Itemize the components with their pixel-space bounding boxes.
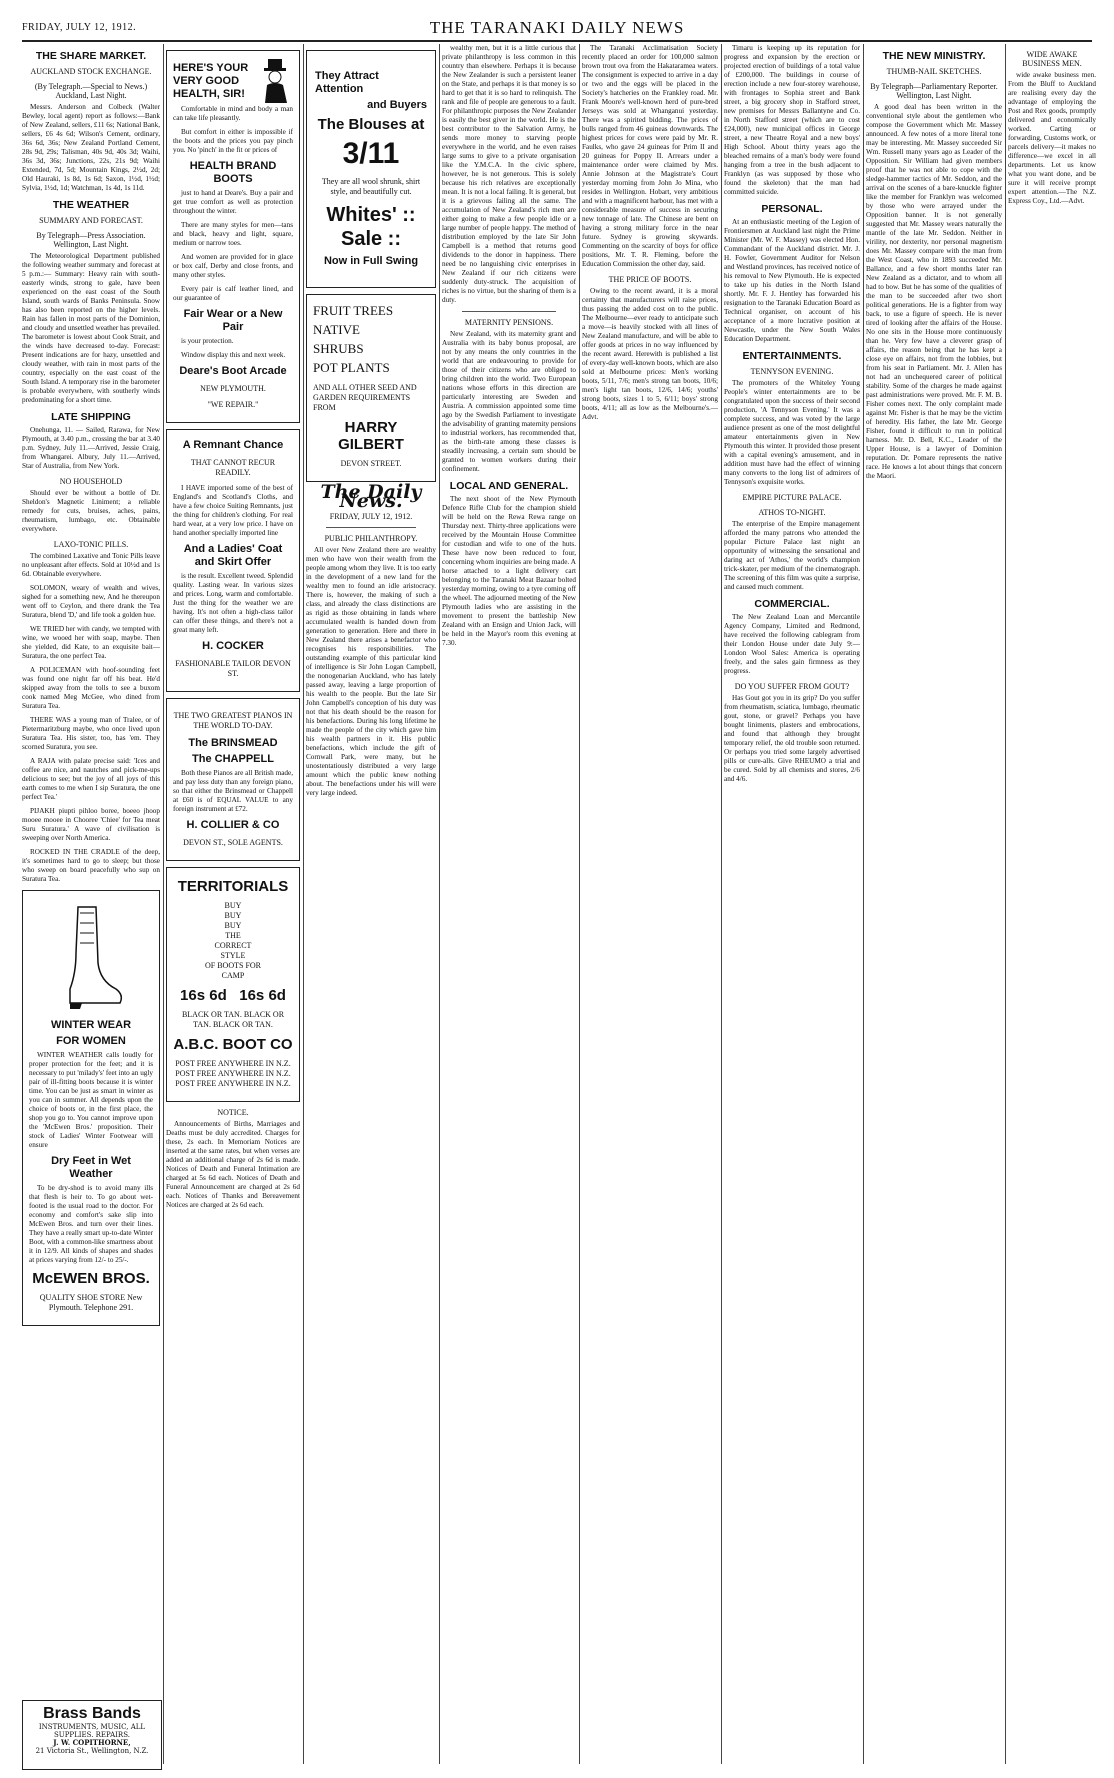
wide-awake-body: wide awake business men. From the Bluff to Auckland are realising every day the advantage of employing the Post and Rex goods, promptly delivered and economically worked. Carting or forwarding, Customs work, or parcels delivery—it makes no difference—we excel in all departments. Let us know what you want done, and be sure it will receive prompt expert attention.—The N.Z. Express Coy., Ltd.—Advt. xyxy=(1008,71,1096,205)
divider xyxy=(462,311,556,312)
shipping-heading: LATE SHIPPING xyxy=(51,411,131,423)
new-ministry-body: A good deal has been written in the conventional style about the gentlemen who compose the Government which Mr. Massey announced. A few notes of a more literal tone may be interesting. Mr. Massey succeeded Sir Wm. Russell many years ago as Leader of the Opposition. Sir William had given members proof that he was not able to cope with the sledge-hammer tactics of Mr. Seddon, and the arrival on the scenes of a bare-knuckle fighter like the member for Franklyn was welcomed by those who were arrayed under the Opposition banner. It is not generally suggested that Mr. Massey wears naturally the mantle of the late Mr. Seddon. Neither in virility, nor dexterity, nor personal magnetism does Mr. Massey compare with the man from the West Coast, who in 1893 succeeded Mr. Ballance, and a few short months later ran New Zealand as a dictator, and to whom all had to bow. But he has some of the qualities of the man to be succeeded after two short political generations. He is a fighter from way back, to use a figure of speech. He is never tired of looking after the affairs of the House. No one sits in the House more continuously than he. Very few have a cleverer grasp of affairs, the reason being that he has kept a close eye on affairs, not from the lobbies, but from his seat in Parliament. Mr. J. Allen has not had an unchequered career of political stability. Some of the charges he made against past administrations were proved. Mr. F. M. B. Fisher comes next. The only complaint made against Mr. Fisher is that he may be the victim of heredity. His father, the late Mr. George Fisher, found it difficult to run in political harness. Mr. D. Bell, K.C., Leader of the Upper House, is a lawyer of Dominion reputation. Dr. Pomare represents the native race. He knows a lot about things that concern the Maori. xyxy=(866,103,1002,480)
page-header xyxy=(22,18,1092,42)
gilbert-name: HARRY GILBERT xyxy=(338,419,404,453)
entertainments-heading: ENTERTAINMENTS. xyxy=(742,350,842,362)
deares-header xyxy=(173,57,293,105)
territorials-list xyxy=(173,901,293,981)
remnant-body: I HAVE imported some of the best of England's and Scotland's Cloths, and have a few choice Suiting Remnants, just the thing for children's clothing. For real hard wear, at a very low price. I have on hand another specially imported line xyxy=(173,484,293,537)
editorial-continued: wealthy men, but it is a little curious that private philanthropy is less common in this country than elsewhere. Perhaps it is because the New Zealander is such a persistent leaner on the State, and perhaps it is that money is so hard to get that it is so hard to relinquish. The rank and file of people are generous to a fault. For philanthropic purposes the New Zealander is easily the best giver in the world. He is the best contributor to the Salvation Army, he sends more money to starving people everywhere in the world, and he even raises large sums to give to a private organisation like the Y.M.C.A. In the civic sphere, however, he is not generous. This is solely because his rich relatives are exceptionally mean. It is not a local failing. It is general, but it is a grievous failing all the same. The accumulation of New Zealand's rich men are either going to make a few people idle or a large number of people happy. The method of distribution employed by the late Sir John Campbell is a method that returns good dividends to the donor in happiness. There need be no languishing civic enterprises in New Zealand if our rich citizens were suddenly duty-struck. The acquisition of riches is no virtue, but the sharing of them is a duty. xyxy=(442,44,576,304)
editorial-date: FRIDAY, JULY 12, 1912. xyxy=(329,512,413,521)
winter-wear-body: WINTER WEATHER calls loudly for proper protection for the feet; and it is necessary to put 'milady's' feet into an ugly pair of ill-fitting boots because it is winter time. You can be just as smart in winter as you can in summer. All depends upon the choice of boots or, in the first place, the shop you go to. You cannot improve upon the 'McEwen Bros.' proposition. Their stock of Ladies' Winter Footwear will ensure xyxy=(29,1051,153,1149)
deares-town: NEW PLYMOUTH. xyxy=(200,384,266,393)
suratura-jingle: A RAJA with palate precise said: 'Ices and coffee are nice, and nautches and pick-me-ups delicious to see; but the joy of all joys of this earth comes to me when I sip Suratura, the one perfect Tea.' xyxy=(22,757,160,801)
column-8 xyxy=(1008,44,1096,1764)
column-7 xyxy=(866,44,1002,1764)
column-rule xyxy=(439,44,440,1764)
column-rule xyxy=(863,44,864,1764)
column-5 xyxy=(582,44,718,1764)
personal-body: At an enthusiastic meeting of the Legion of Frontiersmen at Auckland last night the Prime Minister (Mr. W. F. Massey) was elected Hon. Commandant of the Auckland district. Mr. J. H. Fowler, Government Auditor for Nelson and Westland provinces, has received notice of his removal to New Plymouth. He is expected to take up his duties in the North Island shortly. Mr. F. J. Hentley has forwarded his resignation to the Taranaki Education Board as Technical organiser, on account of his acceptance of a more lucrative position at Newcastle, under the New South Wales Education Department. xyxy=(724,218,860,343)
list-item: FRUIT TREES xyxy=(313,303,394,318)
cocker-advert xyxy=(166,429,300,692)
deares-p2: But comfort in either is impossible if the boots and the prices you pay pinch you. No 'pinch' in the fit or prices of xyxy=(173,128,293,154)
no-household-heading: NO HOUSEHOLD xyxy=(59,477,123,486)
brass-bands-subtitle: INSTRUMENTS, MUSIC, ALL SUPPLIES. REPAIRS. xyxy=(38,1723,146,1739)
deares-p7: is your protection. xyxy=(181,337,234,345)
brinsmead-name: The BRINSMEAD xyxy=(188,737,278,749)
laxo-body: The combined Laxative and Tonic Pills leave no unpleasant after effects. Sold at 10½d and 1s 6d. Obtainable everywhere. xyxy=(22,552,160,578)
commercial-body: The New Zealand Loan and Mercantile Agency Company, Limited and Redmond, have received the following cablegram from their London House under date July 9:—London Wool Sales: America is operating freely, and the sales gain firmness as they progress. xyxy=(724,613,860,675)
cocker-address: FASHIONABLE TAILOR DEVON ST. xyxy=(175,659,291,678)
brass-bands-title: Brass Bands xyxy=(43,1705,141,1722)
suratura-jingle: THERE WAS a young man of Tralee, or of Pietermaritzburg maybe, who once lived upon Suratura Tea. His sister, too, has 'em. They scorned Suratura, you see. xyxy=(22,716,160,751)
price-of-boots-heading: THE PRICE OF BOOTS. xyxy=(608,275,692,284)
deares-p6: Every pair is calf leather lined, and our guarantee of xyxy=(173,285,293,302)
brass-bands-name: J. W. COPITHORNE, xyxy=(53,1738,131,1747)
wide-awake-heading: WIDE AWAKE BUSINESS MEN. xyxy=(1022,50,1082,68)
new-ministry-heading: THE NEW MINISTRY. xyxy=(882,50,986,62)
editorial-title: PUBLIC PHILANTHROPY. xyxy=(324,534,418,543)
column-rule xyxy=(163,44,164,1764)
deares-p5: And women are provided for in glace or box calf, Derby and close fronts, and many other styles. xyxy=(173,253,293,279)
deares-p8: Window display this and next week. xyxy=(181,351,286,359)
chappell-name: The CHAPPELL xyxy=(192,753,274,765)
suratura-jingle: ROCKED IN THE CRADLE of the deep, it's sometimes hard to go to sleep; but those who sweep on board peacefully who sup on Suratura Tea. xyxy=(22,848,160,883)
list-item: STYLE xyxy=(220,951,246,960)
column-2 xyxy=(166,44,300,1764)
share-market-heading: THE SHARE MARKET. xyxy=(35,50,147,62)
gout-body: Has Gout got you in its grip? Do you suffer from rheumatism, sciatica, lumbago, rheumatic gout, stone, or gravel? Perhaps you have bought liniments, plasters and embrocations, and found that although they brought temporary relief, the old trouble soon returned. Or perhaps you tried some largely advertised pills or cure-alls. Give RHEUMO a trial and be cured. Sold by all chemists and stores, 2/6 and 4/6. xyxy=(724,694,860,783)
deares-p1: Comfortable in mind and body a man can take life pleasantly. xyxy=(173,105,293,122)
header-date: FRIDAY, JULY 12, 1912. xyxy=(22,22,137,33)
new-ministry-subheading: THUMB-NAIL SKETCHES. xyxy=(886,67,982,76)
whites-advert xyxy=(306,50,436,288)
weather-body: The Meteorological Department published the following weather summary and forecast at 5 p.m.:— Summary: Heavy rain with south-easterly winds, strong to gale, have been experienced on the east coast of the South Island, south wards of Banks Peninsula. Snow has also been reported on the higher levels. Rain has fallen in most parts of the Dominion, and cloudy and unsettled weather has prevailed. The barometer is lowest about Cook Strait, and the winds have decreased to-day. Forecast: Present indications are for hazy, unsettled and cloudy weather, with rain in most parts of the country, especially on the east coast of the South Island. A temporary rise in the barometer is probable everywhere, with southerly winds predominating for a short time. xyxy=(22,252,160,404)
collier-advert xyxy=(166,698,300,861)
price-of-boots-body: Owing to the recent award, it is a moral certainty that manufacturers will raise prices, thus passing the added cost on to the public. The Melbourne—ever ready to anticipate such a move—is heavily stocked with all lines of New Zealand manufacture, and will be able to offer goods at prices in no way influenced by the recent award. Herewith is published a list of every-day well-known boots, which are also sold at Melbourne prices: Men's working boots, 5/11, 7/6; men's strong tan boots, 10/6; men's light tan boots, 12/6, 14/6; youths' strong boots, sizes 1 to 5, 6/11; boys' strong boots, 4/11; all as low as the Melbourne's.—Advt. xyxy=(582,287,718,421)
list-item: BUY xyxy=(224,921,242,930)
whites-full-swing: Now in Full Swing xyxy=(323,255,419,267)
brass-bands-address: 21 Victoria St., Wellington, N.Z. xyxy=(35,1747,149,1755)
deares-shop-name: Deare's Boot Arcade xyxy=(179,365,287,377)
list-item: THE xyxy=(225,931,241,940)
winter-wear-subtitle: FOR WOMEN xyxy=(56,1035,126,1047)
deares-p4: There are many styles for men—tans and black, heavy and light, square, medium or narrow toes. xyxy=(173,221,293,247)
deares-motto: "WE REPAIR." xyxy=(207,400,259,409)
weather-subheading: SUMMARY AND FORECAST. xyxy=(39,216,143,225)
territorials-colours: BLACK OR TAN. BLACK OR TAN. BLACK OR TAN. xyxy=(181,1010,285,1029)
deares-advert xyxy=(166,50,300,423)
suratura-jingle: A POLICEMAN with hoof-sounding feet was found one night far off his beat. He'd skipped away from the tolls to see a buxom cook named Meg McGee, who dined from Suratura Tea. xyxy=(22,666,160,710)
divider xyxy=(326,527,416,528)
dry-feet-title: Dry Feet in Wet Weather xyxy=(51,1155,131,1180)
editorial-masthead: The Daily News. xyxy=(320,481,422,512)
gilbert-advert xyxy=(306,294,436,482)
list-item: POT PLANTS xyxy=(313,360,390,375)
whites-buyers: and Buyers xyxy=(367,99,427,111)
brass-bands-advert xyxy=(22,1700,162,1770)
laxo-heading: LAXO-TONIC PILLS. xyxy=(53,540,129,549)
notice-body: Announcements of Births, Marriages and Deaths must be duly accredited. Charges for these, 2s each. In Memoriam Notices are inserted at the same rates, but when verses are added an additional charge of 2s 6d is made. Notices of Death and Funeral Intimation are charged at 5s 6d each. Notices of Death and Funeral Announcement are charged at 2s 6d each. Notices of Thanks and Bereavement Notices are charged at 2s 6d each. xyxy=(166,1120,300,1209)
share-market-subheading: AUCKLAND STOCK EXCHANGE. xyxy=(30,67,152,76)
share-market-byline: (By Telegraph.—Special to News.) Auckland, Last Night. xyxy=(34,82,148,100)
price-left: 16s 6d xyxy=(180,987,227,1004)
dry-feet-body: To be dry-shod is to avoid many ills that flesh is heir to. To go about wet-footed is the usual road to the doctor. For economy and comfort's sake slip into McEwen Bros. and turn over their lines. They have a really smart up-to-date Winter Boot, with a common-like smartness about it in 12/9. All kinds of shapes and shades at prices varying from 12/- to 25/-. xyxy=(29,1184,153,1264)
tennyson-body: The promoters of the Whiteley Young People's winter entertainments are to be congratulated upon the success of their second production, 'A Tennyson Evening.' It was a complete success, and was voted by the large audience present as one of the most delightful amateur entertainments given in New Plymouth this winter. It provided those present with a capital evening's amusement, and in addition must have had the effect of winning many converts to the long list of admirers of Tennyson's exquisite works. xyxy=(724,379,860,486)
column-rule xyxy=(1005,44,1006,1764)
commercial-heading: COMMERCIAL. xyxy=(754,598,830,610)
remnant-title: A Remnant Chance xyxy=(182,439,284,451)
editorial-body: All over New Zealand there are wealthy men who have won their wealth from the people among whom they live. It is too early in the development of a new land for the wealthy men to found an idle aristocracy. There is, however, the making of such a class, and already the class distinctions are as rigid as those obtaining in lands where accumulated wealth is handed down from generation to generation. Here and there in New Zealand there arises a benefactor who recognises his responsibilities. The outstanding example of this particular kind of intelligence is Sir John Logan Campbell, the nonogenarian Auckland, who has lately passed away, leaving a large proportion of his wealth to the people. But the late Sir John Campbell's conception of his duty was not that his death should be the reason for his benefactions. During his long lifetime he made the people of the city which gave him his wealth partners in it. His public benefactions, which include the gift of Cornwall Park, were many, but he unostentatiously distributed a very large amount which the public knew nothing about. The benefactions under his will were very large indeed. xyxy=(306,546,436,797)
whites-headline: They Attract Attention xyxy=(315,70,379,95)
maternity-body: New Zealand, with its maternity grant and Australia with its baby bonus proposal, are not by any means the only countries in the world that are endeavouring to provide for those of their citizens who are obliged to bring children into the world. Two European nations whose efforts in this direction are particularly interesting are Sweden and Austria. A commission appointed some time ago by the Swedish Parliament to investigate the advisability of granting maternity pensions to industrial workers, has recommended that, as the birth-rate among these classes is steadily increasing, a certain sum should be granted to women workers during their confinement. xyxy=(442,330,576,473)
no-household-body: Should ever be without a bottle of Dr. Sheldon's Magnetic Liniment; a reliable remedy for cuts, bruises, aches, pains, rheumatism, lumbago, etc. Obtainable everywhere. xyxy=(22,489,160,533)
suratura-jingle: SOLOMON, weary of wealth and wives, sighed for a something new, And he thereupon went off to Ceylon, and there drank the Tea Suratura, blend 'D,' and life took a golden hue. xyxy=(22,584,160,619)
mcewen-name: McEWEN BROS. xyxy=(32,1270,150,1287)
collier-address: DEVON ST., SOLE AGENTS. xyxy=(183,838,283,847)
weather-heading: THE WEATHER xyxy=(52,199,130,211)
winter-wear-title: WINTER WEAR xyxy=(50,1019,132,1031)
whites-price: 3/11 xyxy=(342,137,400,170)
column-4 xyxy=(442,44,576,1764)
gout-heading: DO YOU SUFFER FROM GOUT? xyxy=(734,682,850,691)
suratura-jingle: WE TRIED her with candy, we tempted with wine, we wooed her with soap, maybe. Then she yielded, did Kate, to an exquisite bait—Suratura, the one perfect Tea. xyxy=(22,625,160,660)
maternity-heading: MATERNITY PENSIONS. xyxy=(464,318,554,327)
mcewen-address: QUALITY SHOE STORE New Plymouth. Telephone 291. xyxy=(39,1293,143,1312)
notice-heading: NOTICE. xyxy=(217,1108,249,1117)
health-brand-boots: HEALTH BRAND BOOTS xyxy=(189,160,277,185)
empire-subheading: ATHOS TO-NIGHT. xyxy=(758,508,826,517)
column-3 xyxy=(306,44,436,1764)
gentleman-icon xyxy=(259,57,293,105)
gilbert-address: DEVON STREET. xyxy=(340,459,402,468)
weather-byline: By Telegraph—Press Association. Wellington, Last Night. xyxy=(36,231,146,249)
deares-p3: just to hand at Deare's. Buy a pair and get true comfort as well as protection throughout the winter. xyxy=(173,189,293,215)
cocker-name: H. COCKER xyxy=(202,640,264,652)
abc-boot-name: A.B.C. BOOT CO xyxy=(173,1036,293,1053)
pianos-body: Both these Pianos are all British made, and pay less duty than any foreign piano, so that either the Brinsmead or Chappell at £60 is of EQUAL VALUE to any foreign instrument at £72. xyxy=(173,769,293,813)
tennyson-heading: TENNYSON EVENING. xyxy=(750,367,834,376)
deares-headline: HERE'S YOUR VERY GOOD HEALTH, SIR! xyxy=(173,61,249,100)
column-6 xyxy=(724,44,860,1764)
list-item: BUY xyxy=(224,911,242,920)
pianos-intro: THE TWO GREATEST PIANOS IN THE WORLD TO-DAY. xyxy=(173,711,293,730)
list-item: CORRECT xyxy=(214,941,252,950)
whites-description: They are all wool shrunk, shirt style, and beautifully cut. xyxy=(321,177,421,196)
list-item: OF BOOTS FOR xyxy=(204,961,261,970)
list-item: SHRUBS xyxy=(313,341,364,356)
column-1 xyxy=(22,44,160,1764)
shipping-body: Onehunga, 11. — Sailed, Rarawa, for New Plymouth, at 3.40 p.m., crossing the bar at 3.40 p.m. Sydney, July 11.—Arrived, Jessie Craig, from Whangarei. Albury, July 11.—Arrived, Star of Australia, from New York. xyxy=(22,426,160,470)
abc-post-free: POST FREE ANYWHERE IN N.Z. POST FREE ANYWHERE IN N.Z. POST FREE ANYWHERE IN N.Z. xyxy=(175,1059,291,1088)
newspaper-title: THE TARANAKI DAILY NEWS xyxy=(429,18,685,37)
share-market-body: Messrs. Anderson and Colbeck (Walter Bewley, local agent) report as follows:—Bank of New Zealand, sellers, £11 6s; National Bank, sellers, £6 4s 6d; Wilson's Cement, ordinary, 36s 6d, 36s; New Zealand Portland Cement, 28s 9d, 29s; Talisman, 40s 9d, 40s 3d; Waihi, 36s 3d, 36s; Junctions, 22s, 21s 9d; Waihi Extended, 7d, 5d; Mountain Kings, 2½d, 2d; Old Hauraki, 1s 8d, 1s 6d; Saxon, 1½d, 1½d; Sylvia, 1½d, 1d; Watchman, 1s 4d, 1s 11d. xyxy=(22,103,160,192)
remnant-subtitle: THAT CANNOT RECUR READILY. xyxy=(190,458,276,477)
local-general-body: The next shoot of the New Plymouth Defence Rifle Club for the champion shield will be held on the Rewa Rewa range on Thursday next. Thirty-three applications were received by the Mountain House Committee for custodian and wife to one of the huts. These have now been reduced to four, concerning whom inquiries are being made. A horse attached to a light delivery cart belonging to the Taranaki Meat Bazaar bolted yesterday morning, owing to a tyre coming off the wheel. The adjourned meeting of the New Plymouth ladies who are assisting in the movement to present the battleship New Zealand with an Ensign and Union Jack, will be held in the Mayor's room this evening at 7.30. xyxy=(442,495,576,647)
fair-wear-slogan: Fair Wear or a New Pair xyxy=(183,308,283,333)
territorials-price xyxy=(173,987,293,1004)
column-rule xyxy=(721,44,722,1764)
list-item: CAMP xyxy=(221,971,245,980)
column-rule xyxy=(303,44,304,1764)
empire-body: The enterprise of the Empire management afforded the many patrons who attended the popular Picture Palace last night an opportunity of witnessing the sensational and daring act of 'Athos,' the world's champion trick-skater, per medium of the cinematograph. The screening of this film was quite a surprise, and caused much comment. xyxy=(724,520,860,591)
new-ministry-byline: By Telegraph—Parliamentary Reporter. Wellington, Last Night. xyxy=(870,82,998,100)
boot-icon xyxy=(56,903,126,1013)
empire-heading: EMPIRE PICTURE PALACE. xyxy=(742,493,842,502)
whites-sale: Whites' :: Sale :: xyxy=(326,204,416,250)
gilbert-list xyxy=(313,301,429,377)
gilbert-subtitle: AND ALL OTHER SEED AND GARDEN REQUIREMENTS FROM xyxy=(313,383,417,412)
local-news-body: The Taranaki Acclimatisation Society recently placed an order for 100,000 salmon brown trout ova from the Hakataramea waters. The consignment is expected to arrive in a day or two and the eggs will be placed in the Society's hatcheries on the Frankley road. Mr. Frank Moore's well-known herd of pure-bred Jerseys was sold at Whanganui yesterday. There was a spirited bidding. The prices of bulls ranged from 46 guineas downwards. The highest prices for cows were paid by Mr. R. Faulks, who gave 24 guineas for Prim II and 20 guineas for Poppy II. Arrears under a maintenance order were claimed by Mrs. Annie Johnson at the Magistrate's Court yesterday morning from John Jo Mina, who resides in Wellington. Hobart, very ambitious and with a magnificent harbour, has met with a considerable measure of success in securing new tonnage of late. The Chinese are bent on having a strong military force in the near future. Sydney is growing skywards. Commenting on the scarcity of boys for office positions, Mr. T. R. Fleming, before the Education Commission the other day, said. xyxy=(582,44,718,268)
whites-blouses: The Blouses at xyxy=(317,116,425,133)
list-item: NATIVE xyxy=(313,322,360,337)
list-item: BUY xyxy=(224,901,242,910)
territorials-title: TERRITORIALS xyxy=(177,878,289,895)
suratura-jingle: PIJAKH piupti pihloo boree, boeeo jhoop mooee mooee in Chooree 'Chiee' for Tea meat Suru Suratura.' A wave of civilisation is sweeping over North America. xyxy=(22,807,160,842)
local-general-heading: LOCAL AND GENERAL. xyxy=(449,480,569,492)
column-rule xyxy=(579,44,580,1764)
collier-name: H. COLLIER & CO xyxy=(186,819,280,831)
mcewen-advert xyxy=(22,890,160,1326)
local-news-continued: Timaru is keeping up its reputation for progress and expansion by the erection or projected erection of buildings of a total value of £200,000. The buildings in course of erection include a new four-storey warehouse, with frontages to Sophia street and Bank street, a big grocery shop in Stafford street, new premises for Messrs Ballantyne and Co. in North Stafford street (which are to cost £24,000), new municipal offices in George street, a new Theatre Royal and a new boys' High School. About thirty years ago the bleached remains of a man's body were found hanging from a tree in the bush adjacent to Franklyn (as was supposed by those who found the skeleton) that the man had committed suicide. xyxy=(724,44,860,196)
personal-heading: PERSONAL. xyxy=(761,203,823,215)
abc-boot-advert xyxy=(166,867,300,1102)
coat-offer-title: And a Ladies' Coat and Skirt Offer xyxy=(183,543,283,568)
coat-offer-body: is the result. Excellent tweed. Splendid quality. Lasting wear. In various sizes and prices. Long, warm and comfortable. Just the thing for the weather we are having. It's not often a high-class tailor can offer these things, and there's not a great many left. xyxy=(173,572,293,634)
price-right: 16s 6d xyxy=(239,987,286,1004)
